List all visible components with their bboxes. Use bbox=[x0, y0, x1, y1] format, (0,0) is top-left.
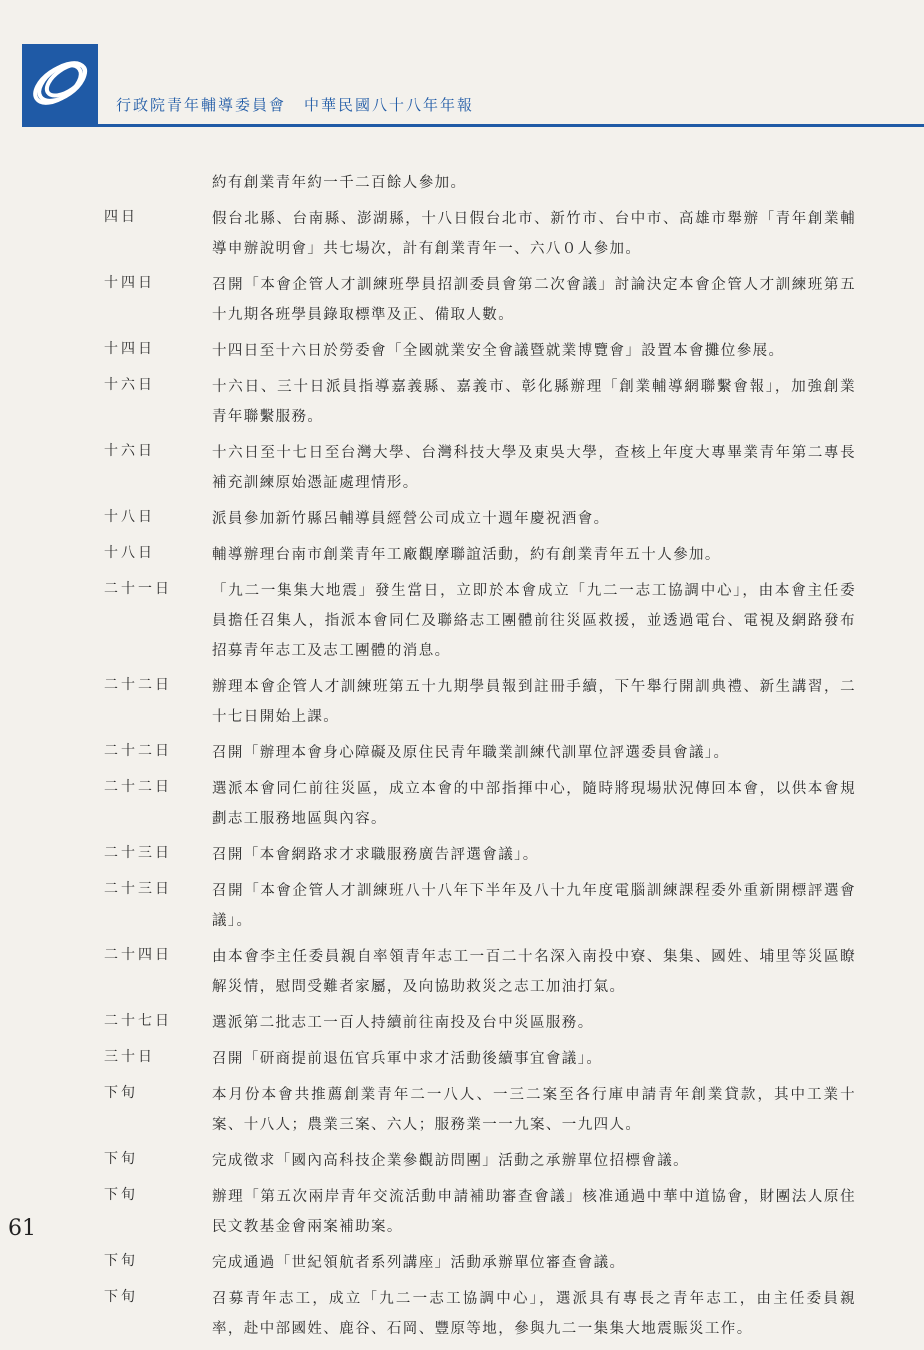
chronicle-entry bbox=[0, 1182, 924, 1242]
chronicle-entry bbox=[0, 336, 924, 366]
entry-date: 十八日 bbox=[104, 545, 155, 561]
entry-date: 二十二日 bbox=[104, 779, 172, 795]
entry-text: 召開「研商提前退伍官兵軍中求才活動後續事宜會議」。 bbox=[212, 1051, 603, 1067]
page-header bbox=[116, 94, 474, 115]
entry-date: 十六日 bbox=[104, 443, 155, 459]
entry-date: 十六日 bbox=[104, 377, 155, 393]
chronicle-entry bbox=[0, 270, 924, 330]
entry-date: 二十三日 bbox=[104, 845, 172, 861]
intro-entry bbox=[0, 168, 924, 198]
entry-date: 十四日 bbox=[104, 341, 155, 357]
entry-date: 十四日 bbox=[104, 275, 155, 291]
entry-date: 二十一日 bbox=[104, 581, 172, 597]
entry-text: 辦理本會企管人才訓練班第五十九期學員報到註冊手續，下午舉行開訓典禮、新生講習，二十七日開始上課。 bbox=[212, 679, 856, 725]
chronicle-list bbox=[0, 168, 924, 1350]
entry-text: 「九二一集集大地震」發生當日，立即於本會成立「九二一志工協調中心」，由本會主任委員擔任召集人，指派本會同仁及聯絡志工團體前往災區救援，並透過電台、電視及網路發布招募青年志工及志工團體的消息。 bbox=[212, 583, 856, 659]
logo bbox=[22, 44, 98, 124]
entry-text: 由本會李主任委員親自率領青年志工一百二十名深入南投中寮、集集、國姓、埔里等災區瞭解災情，慰問受難者家屬，及向協助救災之志工加油打氣。 bbox=[212, 949, 856, 995]
entry-date: 二十七日 bbox=[104, 1013, 172, 1029]
chronicle-entry bbox=[0, 738, 924, 768]
entry-date: 二十二日 bbox=[104, 677, 172, 693]
chronicle-entry bbox=[0, 576, 924, 666]
entry-date: 十八日 bbox=[104, 509, 155, 525]
entry-text: 輔導辦理台南市創業青年工廠觀摩聯誼活動，約有創業青年五十人參加。 bbox=[212, 547, 721, 563]
entry-text: 完成徵求「國內高科技企業參觀訪問團」活動之承辦單位招標會議。 bbox=[212, 1153, 689, 1169]
entry-text: 假台北縣、台南縣、澎湖縣，十八日假台北市、新竹市、台中市、高雄市舉辦「青年創業輔導申辦說明會」共七場次，計有創業青年一、六八０人參加。 bbox=[212, 211, 856, 257]
entry-text: 召開「辦理本會身心障礙及原住民青年職業訓練代訓單位評選委員會議」。 bbox=[212, 745, 730, 761]
chronicle-entry bbox=[0, 1248, 924, 1278]
chronicle-entry bbox=[0, 840, 924, 870]
entry-date: 二十四日 bbox=[104, 947, 172, 963]
entry-text: 召開「本會網路求才求職服務廣告評選會議」。 bbox=[212, 847, 539, 863]
rings-logo-icon bbox=[22, 44, 98, 124]
chronicle-entry bbox=[0, 540, 924, 570]
entry-date: 下旬 bbox=[104, 1289, 138, 1305]
entry-date: 三十日 bbox=[104, 1049, 155, 1065]
entry-date: 下旬 bbox=[104, 1253, 138, 1269]
chronicle-entry bbox=[0, 1044, 924, 1074]
entry-date: 四日 bbox=[104, 209, 138, 225]
chronicle-entry bbox=[0, 774, 924, 834]
header-report: 中華民國八十八年年報 bbox=[304, 96, 475, 114]
entry-text: 召開「本會企管人才訓練班八十八年下半年及八十九年度電腦訓練課程委外重新開標評選會議」。 bbox=[212, 883, 856, 929]
entry-text: 本月份本會共推薦創業青年二一八人、一三二案至各行庫申請青年創業貸款，其中工業十案、十八人；農業三案、六人；服務業一一九案、一九四人。 bbox=[212, 1087, 856, 1133]
entry-date: 二十二日 bbox=[104, 743, 172, 759]
chronicle-entry bbox=[0, 942, 924, 1002]
entry-text: 召開「本會企管人才訓練班學員招訓委員會第二次會議」討論決定本會企管人才訓練班第五十九期各班學員錄取標準及正、備取人數。 bbox=[212, 277, 856, 323]
entry-date: 下旬 bbox=[104, 1085, 138, 1101]
entry-date: 下旬 bbox=[104, 1187, 138, 1203]
intro-text: 約有創業青年約一千二百餘人參加。 bbox=[212, 175, 467, 191]
entry-text: 派員參加新竹縣呂輔導員經營公司成立十週年慶祝酒會。 bbox=[212, 511, 610, 527]
entry-text: 辦理「第五次兩岸青年交流活動申請補助審查會議」核准通過中華中道協會，財團法人原住民文教基金會兩案補助案。 bbox=[212, 1189, 856, 1235]
entry-text: 召募青年志工，成立「九二一志工協調中心」，選派具有專長之青年志工，由主任委員親率，赴中部國姓、鹿谷、石岡、豐原等地，參與九二一集集大地震賑災工作。 bbox=[212, 1291, 856, 1337]
chronicle-entry bbox=[0, 1008, 924, 1038]
entry-text: 選派第二批志工一百人持續前往南投及台中災區服務。 bbox=[212, 1015, 594, 1031]
chronicle-entry bbox=[0, 504, 924, 534]
chronicle-entry bbox=[0, 876, 924, 936]
entry-date: 二十三日 bbox=[104, 881, 172, 897]
entry-text: 十六日至十七日至台灣大學、台灣科技大學及東吳大學，查核上年度大專畢業青年第二專長補充訓練原始憑証處理情形。 bbox=[212, 445, 856, 491]
chronicle-entry bbox=[0, 672, 924, 732]
entry-text: 十六日、三十日派員指導嘉義縣、嘉義市、彰化縣辦理「創業輔導網聯繫會報」，加強創業青年聯繫服務。 bbox=[212, 379, 856, 425]
page-number: 61 bbox=[8, 1216, 36, 1241]
entry-text: 選派本會同仁前往災區，成立本會的中部指揮中心，隨時將現場狀況傳回本會，以供本會規劃志工服務地區與內容。 bbox=[212, 781, 856, 827]
chronicle-entry bbox=[0, 372, 924, 432]
chronicle-entry bbox=[0, 1146, 924, 1176]
entry-date: 下旬 bbox=[104, 1151, 138, 1167]
chronicle-entry bbox=[0, 1284, 924, 1344]
entry-text: 十四日至十六日於勞委會「全國就業安全會議暨就業博覽會」設置本會攤位參展。 bbox=[212, 343, 785, 359]
entry-text: 完成通過「世紀領航者系列講座」活動承辦單位審查會議。 bbox=[212, 1255, 626, 1271]
chronicle-entry bbox=[0, 1080, 924, 1140]
chronicle-entry bbox=[0, 438, 924, 498]
chronicle-entry bbox=[0, 204, 924, 264]
header-divider bbox=[22, 124, 924, 127]
header-org: 行政院青年輔導委員會 bbox=[116, 96, 287, 114]
